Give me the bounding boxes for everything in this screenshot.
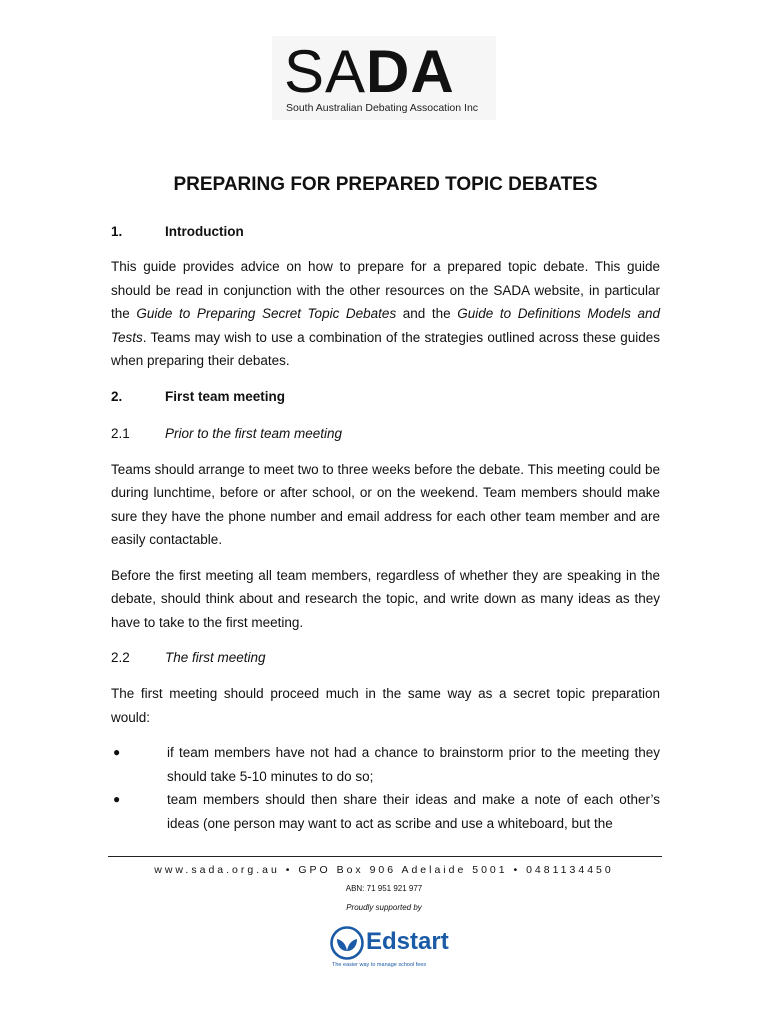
link-guide-secret-topic: Guide to Preparing Secret Topic Debates [136, 306, 397, 321]
document-title: PREPARING FOR PREPARED TOPIC DEBATES [173, 174, 598, 195]
logo-wordmark [284, 38, 455, 105]
list-item [111, 788, 660, 835]
footer-contact: www.sada.org.au • GPO Box 906 Adelaide 5001 • 0481134450 [154, 864, 614, 876]
research-paragraph: Before the first meeting all team members, regardless of whether they are speaking in the debate, should think about and research the topic, and write down as many ideas as they have to take to the first meeting. [111, 567, 660, 630]
sada-logo [272, 36, 496, 120]
intro-text-3: . Teams may wish to use a combination of the strategies outlined across these guides when preparing their debates. [111, 329, 660, 368]
section-1-heading [111, 222, 660, 242]
section-2-heading [111, 387, 660, 407]
subsection-2-2-heading [111, 648, 660, 668]
logo-wordmark-thin: SA [284, 38, 367, 105]
footer-abn: ABN: 71 951 921 977 [345, 884, 423, 893]
section-title: Introduction [165, 224, 244, 239]
subsection-title: The first meeting [165, 650, 266, 665]
bullet-icon: ● [113, 745, 121, 759]
subsection-2-1-heading [111, 424, 660, 444]
edstart-tagline: The easier way to manage school fees [332, 962, 427, 968]
prior-meeting-paragraph: Teams should arrange to meet two to three weeks before the debate. This meeting could be during lunchtime, before or after school, or on the weekend. Team members should make sure they have the phone number and email address for each other team member and are easily contactable. [111, 461, 660, 547]
subsection-number: 2.2 [111, 650, 130, 665]
section-title: First team meeting [165, 388, 286, 404]
subsection-number: 2.1 [111, 425, 130, 441]
list-item [111, 741, 660, 788]
footer-supported-by: Proudly supported by [346, 903, 422, 912]
list-item-text: team members should then share their ideas and make a note of each other’s ideas (one person may want to act as scribe and use a whiteboard, but the [167, 792, 660, 831]
logo-wordmark-bold: DA [366, 38, 455, 105]
intro-text-2: and the [396, 306, 458, 321]
intro-text-1: This guide provides advice on how to prepare for a prepared topic debate. This guide should be read in conjunction with the other resources on the SADA website, in particular the [111, 259, 660, 321]
section-number: 1. [111, 224, 123, 239]
edstart-wordmark: Edstart [366, 928, 449, 955]
section-number: 2. [111, 388, 123, 404]
link-guide-definitions: Guide to Definitions Models and Tests [111, 306, 660, 345]
bullet-icon: ● [113, 792, 121, 806]
footer-divider [108, 856, 662, 857]
document-body [111, 172, 660, 835]
logo-org-name: South Australian Debating Assocation Inc [286, 102, 479, 114]
edstart-leaf-icon [330, 926, 364, 960]
intro-paragraph [111, 255, 660, 373]
subsection-title: Prior to the first team meeting [165, 425, 343, 441]
list-item-text: if team members have not had a chance to brainstorm prior to the meeting they should take 5-10 minutes to do so; [167, 745, 660, 784]
edstart-logo [328, 924, 449, 972]
first-meeting-paragraph: The first meeting should proceed much in the same way as a secret topic preparation would: [111, 686, 660, 725]
